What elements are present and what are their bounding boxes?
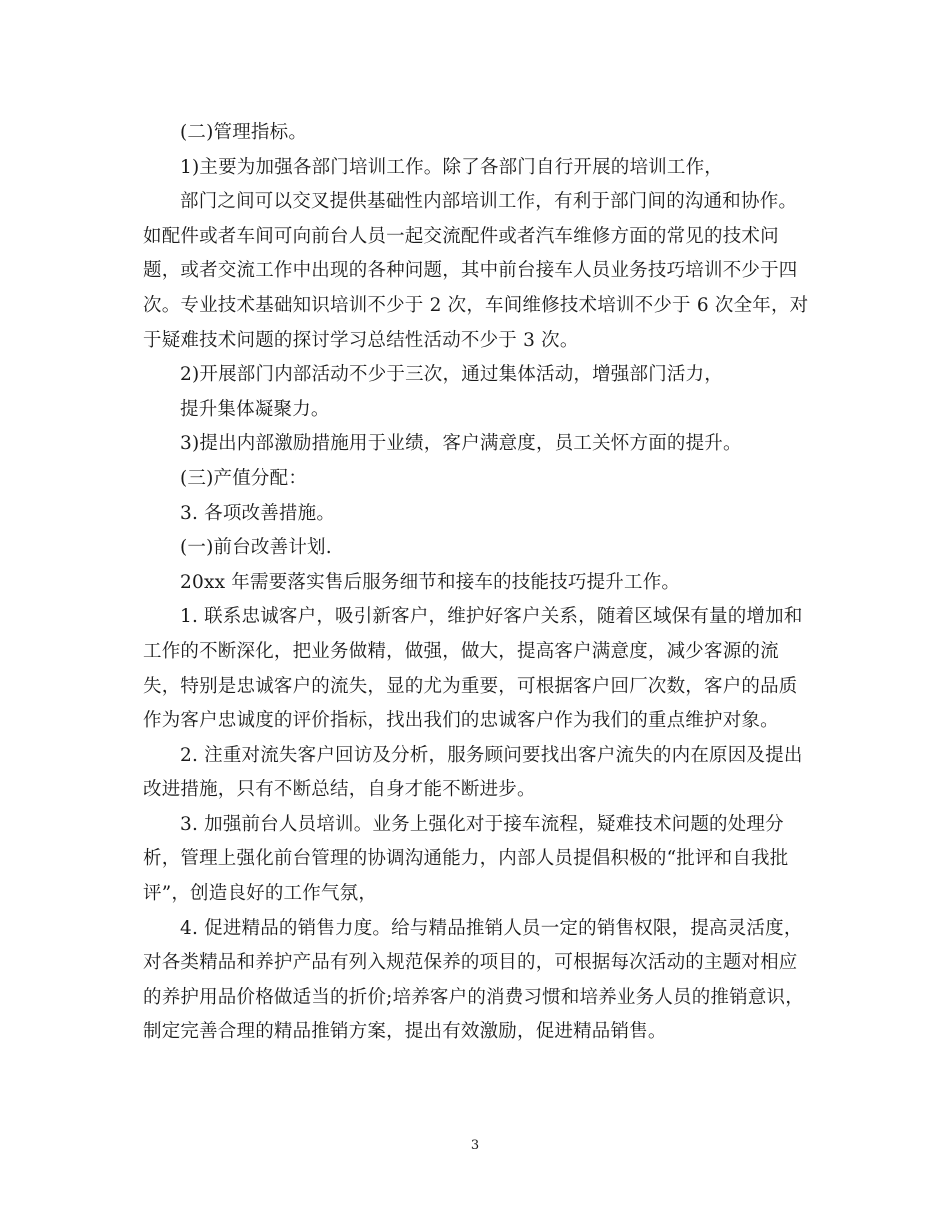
text-line: 工作的不断深化，把业务做精，做强，做大，提高客户满意度，减少客源的流 (143, 640, 779, 662)
text-line: (二)管理指标。 (180, 122, 308, 143)
page-number: 3 (470, 1138, 480, 1153)
text-line: 题，或者交流工作中出现的各种问题，其中前台接车人员业务技巧培训不少于四 (143, 260, 798, 282)
text-line: 3. 各项改善措施。 (180, 502, 336, 524)
text-line: (一)前台改善计划. (180, 537, 332, 559)
text-line: 1. 联系忠诚客户，吸引新客户，维护好客户关系，随着区域保有量的增加和 (180, 606, 803, 628)
text-line: 1)主要为加强各部门培训工作。除了各部门自行开展的培训工作， (180, 156, 723, 178)
text-line: 于疑难技术问题的探讨学习总结性活动不少于 3 次。 (143, 329, 579, 351)
text-line: 3)提出内部激励措施用于业绩，客户满意度，员工关怀方面的提升。 (180, 433, 742, 455)
document-body (143, 116, 808, 1050)
text-line: (三)产值分配： (180, 467, 308, 489)
text-line: 的养护用品价格做适当的折价;培养客户的消费习惯和培养业务人员的推销意识， (143, 986, 804, 1008)
text-line: 3. 加强前台人员培训。业务上强化对于接车流程，疑难技术问题的处理分 (180, 813, 784, 835)
text-line: 对各类精品和养护产品有列入规范保养的项目的，可根据每次活动的主题对相应 (143, 952, 798, 974)
text-line: 20xx 年需要落实售后服务细节和接车的技能技巧提升工作。 (180, 571, 681, 593)
text-line: 制定完善合理的精品推销方案，提出有效激励，促进精品销售。 (143, 1021, 667, 1043)
text-line: 4. 促进精品的销售力度。给与精品推销人员一定的销售权限，提高灵活度， (180, 917, 803, 939)
text-line: 次。专业技术基础知识培训不少于 2 次，车间维修技术培训不少于 6 次全年，对 (143, 294, 809, 316)
text-line: 评”，创造良好的工作气氛， (143, 883, 378, 905)
text-line: 作为客户忠诚度的评价指标，找出我们的忠诚客户作为我们的重点维护对象。 (143, 710, 779, 732)
text-line: 提升集体凝聚力。 (180, 398, 330, 420)
text-line: 改进措施，只有不断总结，自身才能不断进步。 (143, 779, 536, 801)
text-line: 如配件或者车间可向前台人员一起交流配件或者汽车维修方面的常见的技术问 (143, 225, 779, 247)
text-line: 2)开展部门内部活动不少于三次，通过集体活动，增强部门活力， (180, 364, 723, 386)
text-line: 部门之间可以交叉提供基础性内部培训工作，有利于部门间的沟通和协作。 (180, 191, 798, 213)
text-line: 失，特别是忠诚客户的流失，显的尤为重要，可根据客户回厂次数，客户的品质 (143, 675, 798, 697)
text-line: 析，管理上强化前台管理的协调沟通能力，内部人员提倡积极的“批评和自我批 (143, 848, 789, 870)
text-line: 2. 注重对流失客户回访及分析，服务顾问要找出客户流失的内在原因及提出 (180, 744, 803, 766)
